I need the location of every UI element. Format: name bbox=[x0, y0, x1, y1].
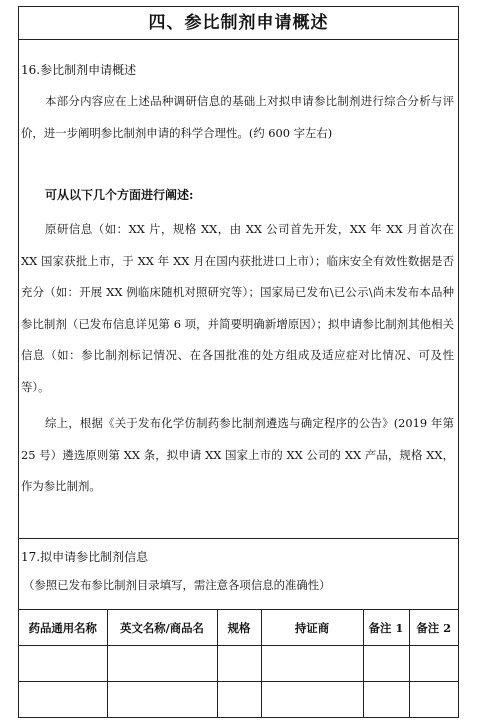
aspects-heading: 可从以下几个方面进行阐述: bbox=[45, 188, 194, 202]
section-17 bbox=[19, 539, 458, 610]
col-header-english-name: 英文名称/商品名 bbox=[107, 610, 217, 646]
col-header-strength: 规格 bbox=[217, 610, 261, 646]
table-cell[interactable] bbox=[19, 646, 107, 682]
table-cell[interactable] bbox=[217, 682, 261, 718]
col-header-license-holder: 持证商 bbox=[261, 610, 363, 646]
col-header-generic-name: 药品通用名称 bbox=[19, 610, 107, 646]
reference-table-wrap bbox=[19, 610, 458, 718]
col-header-remark-1: 备注 1 bbox=[363, 610, 409, 646]
table-cell[interactable] bbox=[107, 646, 217, 682]
form-frame bbox=[18, 6, 459, 718]
section-17-label: 17.拟申请参比制剂信息 bbox=[21, 550, 149, 564]
table-row bbox=[19, 682, 458, 718]
table-cell[interactable] bbox=[261, 682, 363, 718]
section-16-label: 16.参比制剂申请概述 bbox=[21, 63, 137, 77]
section-16 bbox=[19, 40, 458, 539]
table-cell[interactable] bbox=[409, 682, 458, 718]
table-cell[interactable] bbox=[19, 682, 107, 718]
intro-paragraph: 本部分内容应在上述品种调研信息的基础上对拟申请参比制剂进行综合分析与评价，进一步阐明参比制剂申请的科学合理性。(约 600 字左右) bbox=[21, 94, 454, 140]
table-cell[interactable] bbox=[363, 646, 409, 682]
section-title: 四、参比制剂申请概述 bbox=[19, 7, 458, 40]
table-cell[interactable] bbox=[363, 682, 409, 718]
reference-product-table bbox=[19, 610, 458, 717]
original-info-paragraph: 原研信息（如：XX 片，规格 XX，由 XX 公司首先开发，XX 年 XX 月首次在 XX 国家获批上市，于 XX 年 XX 月在国内获批进口上市）；临床安全有效性数据是否充分（如：开展 XX 例临床随机对照研究等）；国家局已发布\已公示\尚未发布本品种参比制剂（已发布信息详见第 6 项，并简要明确新增原因）；拟申请参比制剂其他相关信息（如：参比制剂标记情况、在各国批准的处方组成及适应症对比情况、可及性等）。 bbox=[21, 222, 454, 394]
section-17-note: （参照已发布参比制剂目录填写，需注意各项信息的准确性） bbox=[23, 578, 331, 592]
conclusion-paragraph: 综上，根据《关于发布化学仿制药参比制剂遴选与确定程序的公告》(2019 年第 25 号）遴选原则第 XX 条，拟申请 XX 国家上市的 XX 公司的 XX 产品，规格 XX，作为参比制剂。 bbox=[21, 416, 454, 493]
table-cell[interactable] bbox=[107, 682, 217, 718]
table-cell[interactable] bbox=[217, 646, 261, 682]
table-row bbox=[19, 646, 458, 682]
table-cell[interactable] bbox=[409, 646, 458, 682]
table-header-row bbox=[19, 610, 458, 646]
table-cell[interactable] bbox=[261, 646, 363, 682]
col-header-remark-2: 备注 2 bbox=[409, 610, 458, 646]
